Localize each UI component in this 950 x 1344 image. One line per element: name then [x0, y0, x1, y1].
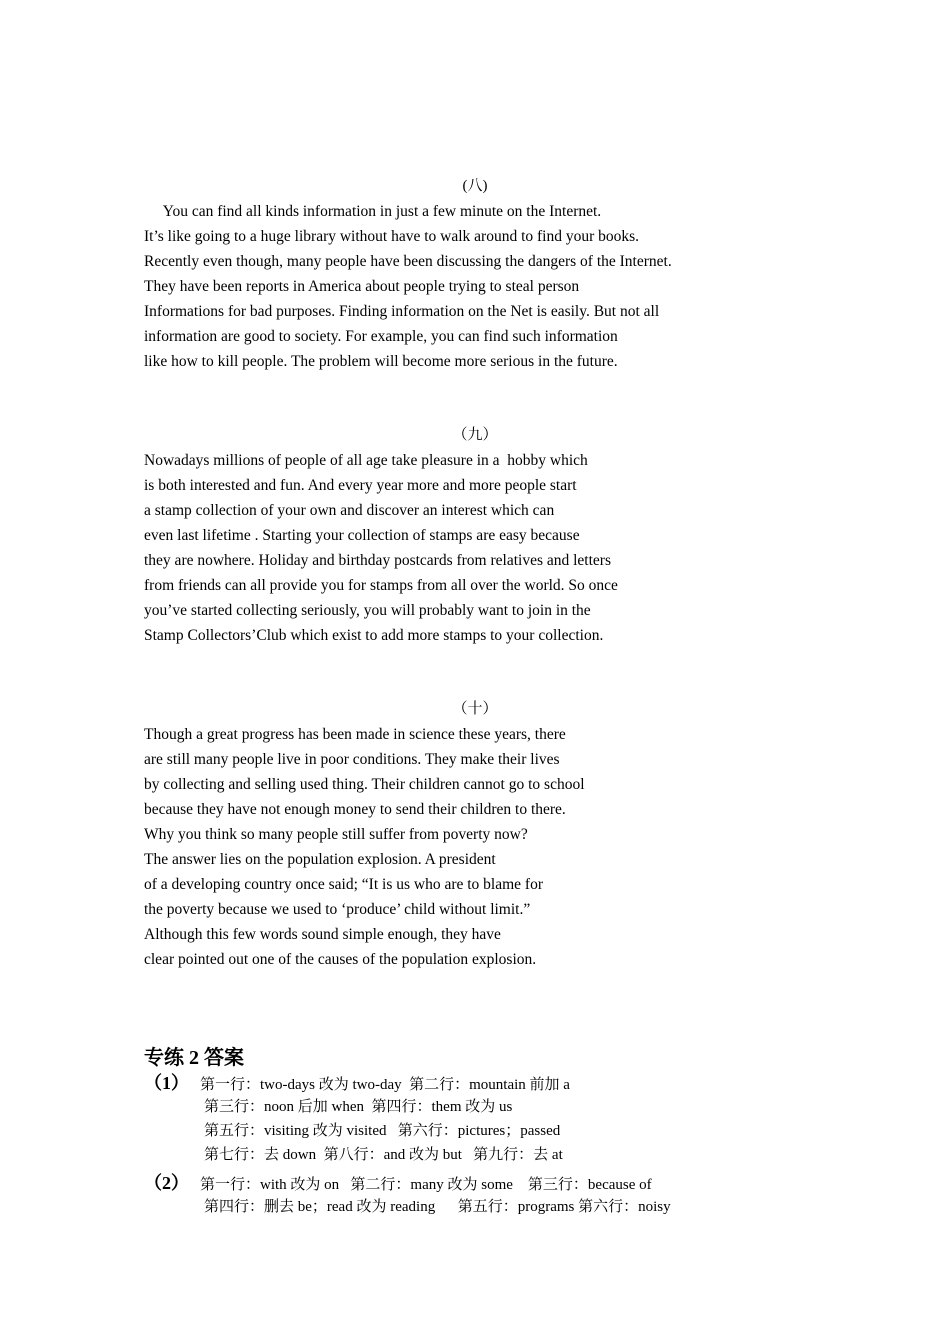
answer-text: 第一行：with 改为 on 第二行：many 改为 some 第三行：because of — [200, 1177, 652, 1193]
answers-title: 专练 2 答案 — [144, 1047, 244, 1069]
passage-line: like how to kill people. The problem will become more serious in the future. — [144, 353, 618, 370]
passage-line: Informations for bad purposes. Finding information on the Net is easily. But not all — [144, 303, 660, 320]
answer-number: （2） — [144, 1173, 189, 1193]
answer-group-2 — [144, 1171, 864, 1219]
passage-line: by collecting and selling used thing. Their children cannot go to school — [144, 776, 585, 793]
passage-line: the poverty because we used to ‘produce’ child without limit.” — [144, 901, 531, 918]
passage-line: from friends can all provide you for stamps from all over the world. So once — [144, 577, 618, 594]
passage-line: They have been reports in America about people trying to steal person — [144, 278, 580, 295]
section-10-heading: （十） — [452, 701, 498, 717]
answer-text: 第七行：去 down 第八行：and 改为 but 第九行：去 at — [204, 1147, 563, 1163]
passage-line: Although this few words sound simple enough, they have — [144, 926, 501, 943]
passage-line: Recently even though, many people have been discussing the dangers of the Internet. — [144, 253, 672, 270]
passage-line: Stamp Collectors’Club which exist to add more stamps to your collection. — [144, 627, 604, 644]
answer-row — [144, 1143, 864, 1167]
passage-line: The answer lies on the population explosion. A president — [144, 851, 496, 868]
passage-line: Nowadays millions of people of all age take pleasure in a hobby which — [144, 452, 588, 469]
passage-line: clear pointed out one of the causes of the population explosion. — [144, 951, 537, 968]
passage-line: You can find all kinds information in just a few minute on the Internet. — [144, 203, 602, 220]
section-10-passage — [144, 722, 864, 972]
answer-row — [144, 1071, 864, 1095]
passage-line: are still many people live in poor conditions. They make their lives — [144, 751, 560, 768]
passage-line: a stamp collection of your own and discover an interest which can — [144, 502, 555, 519]
section-8-heading: (八) — [462, 178, 488, 194]
answer-text: 第五行：visiting 改为 visited 第六行：pictures；passed — [204, 1123, 561, 1139]
passage-line: It’s like going to a huge library without have to walk around to find your books. — [144, 228, 640, 245]
passage-line: of a developing country once said; “It is us who are to blame for — [144, 876, 544, 893]
answer-row — [144, 1195, 864, 1219]
passage-line: they are nowhere. Holiday and birthday postcards from relatives and letters — [144, 552, 611, 569]
section-9-passage — [144, 448, 864, 648]
passage-line: even last lifetime . Starting your collection of stamps are easy because — [144, 527, 580, 544]
passage-line: because they have not enough money to send their children to there. — [144, 801, 566, 818]
passage-line: Why you think so many people still suffer from poverty now? — [144, 826, 528, 843]
answer-text: 第三行：noon 后加 when 第四行：them 改为 us — [204, 1099, 513, 1115]
passage-line: you’ve started collecting seriously, you will probably want to join in the — [144, 602, 591, 619]
answer-group-1 — [144, 1071, 864, 1167]
section-9-heading: （九） — [452, 427, 498, 443]
answer-text: 第四行：删去 be；read 改为 reading 第五行：programs 第六行：noisy — [204, 1199, 671, 1215]
passage-line: Though a great progress has been made in science these years, there — [144, 726, 566, 743]
answer-text: 第一行：two-days 改为 two-day 第二行：mountain 前加 a — [200, 1077, 570, 1093]
answer-row — [144, 1119, 864, 1143]
passage-line: information are good to society. For example, you can find such information — [144, 328, 618, 345]
answer-row — [144, 1095, 864, 1119]
section-8-passage — [144, 199, 864, 374]
answer-number: （1） — [144, 1073, 189, 1093]
passage-line: is both interested and fun. And every year more and more people start — [144, 477, 577, 494]
answer-row — [144, 1171, 864, 1195]
